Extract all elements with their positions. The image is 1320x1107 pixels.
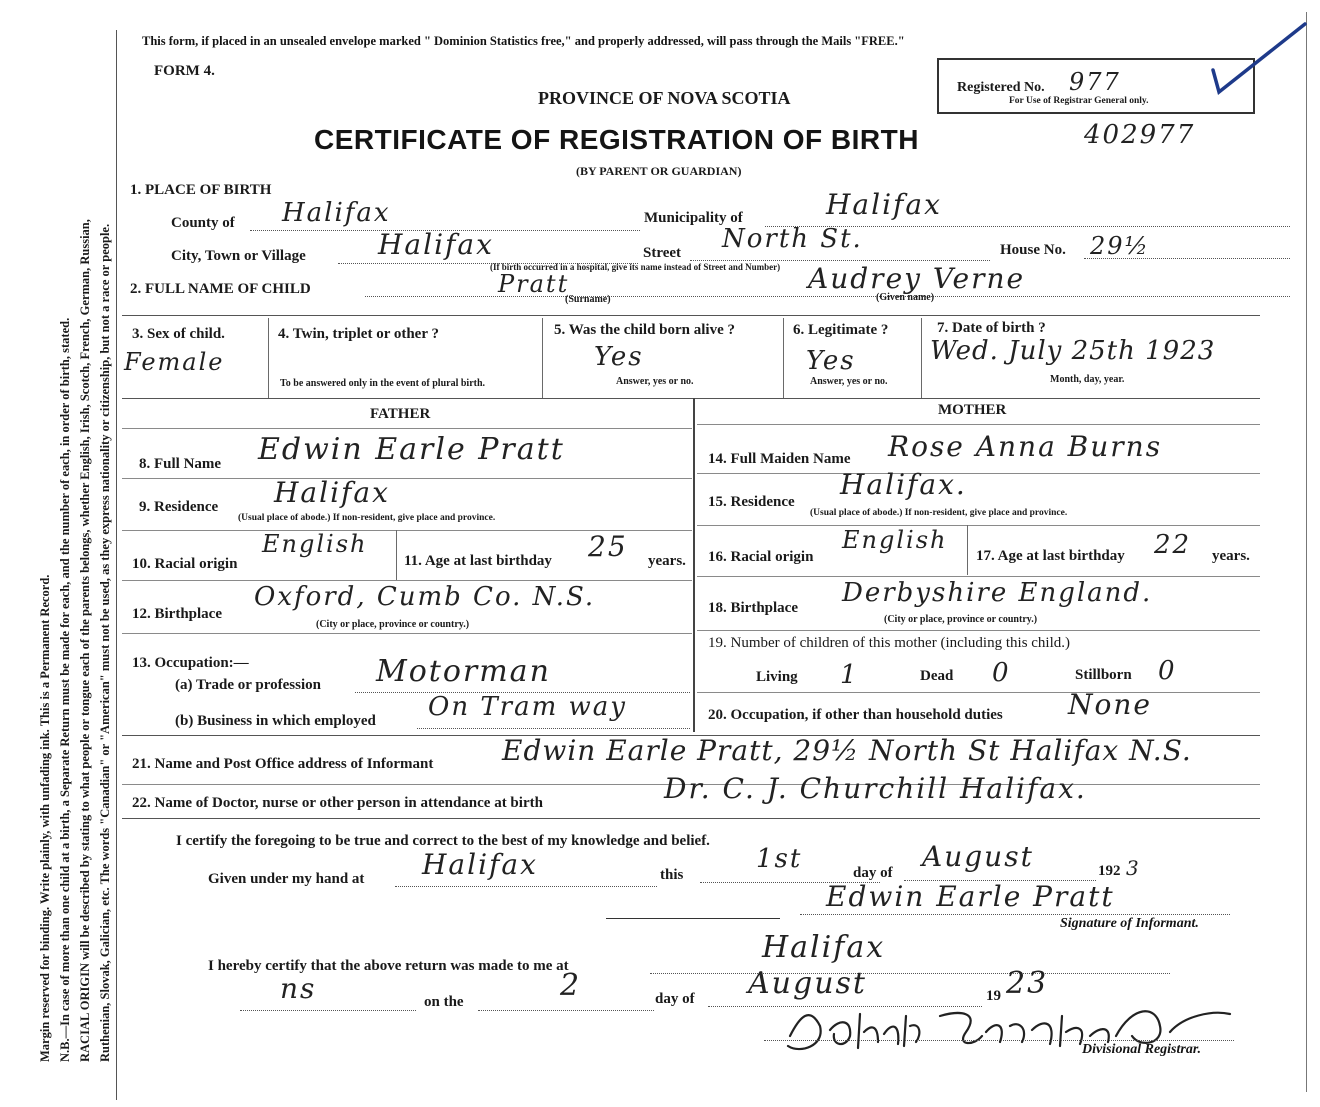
date-of-birth-label: 7. Date of birth ?: [937, 320, 1046, 336]
mother-race-value: English: [842, 526, 948, 554]
on-the-label: on the: [424, 994, 464, 1010]
sex-label: 3. Sex of child.: [132, 326, 225, 342]
return-year-prefix: 19: [986, 988, 1001, 1004]
right-edge-rule: [1306, 12, 1307, 1092]
informant-signature: Edwin Earle Pratt: [826, 880, 1115, 913]
margin-note-nationality: Ruthenian, Slovak, Galician, etc. The words "Canadian" or "American" must not be used, as they express nationality or citizenship, but not a race or people.: [98, 223, 112, 1062]
born-alive-value: Yes: [594, 342, 644, 372]
mother-years-label: years.: [1212, 548, 1250, 564]
father-birthplace-value: Oxford, Cumb Co. N.S.: [254, 582, 596, 612]
father-residence-note: (Usual place of abode.) If non-resident, give place and province.: [238, 513, 496, 523]
blank-signature-line: [606, 918, 780, 919]
mother-age-label: 17. Age at last birthday: [976, 548, 1125, 564]
informant-label: 21. Name and Post Office address of Informant: [132, 756, 434, 772]
given-year-value: 3: [1126, 856, 1141, 880]
surname-note: (Surname): [565, 294, 611, 305]
given-place-value: Halifax: [422, 848, 538, 881]
mother-name-value: Rose Anna Burns: [888, 430, 1163, 463]
return-year-value: 23: [1006, 966, 1049, 1001]
municipality-value: Halifax: [826, 188, 942, 221]
mother-residence-note: (Usual place of abode.) If non-resident, give place and province.: [810, 508, 1068, 518]
page-subtitle: (BY PARENT OR GUARDIAN): [576, 164, 742, 178]
children-stillborn-value: 0: [1158, 656, 1177, 686]
legitimate-value: Yes: [806, 346, 856, 376]
born-alive-note: Answer, yes or no.: [616, 376, 694, 387]
children-dead-label: Dead: [920, 668, 954, 684]
return-statement: I hereby certify that the above return was made to me at: [208, 958, 569, 974]
father-birthplace-label: 12. Birthplace: [132, 606, 222, 622]
mother-children-label: 19. Number of children of this mother (including this child.): [708, 635, 1071, 651]
date-of-birth-value: Wed. July 25th 1923: [930, 336, 1216, 366]
registrar-only-note: For Use of Registrar General only.: [1009, 96, 1149, 106]
given-day-value: 1st: [756, 844, 803, 874]
county-label: County of: [171, 215, 235, 231]
date-of-birth-note: Month, day, year.: [1050, 374, 1125, 385]
doctor-value: Dr. C. J. Churchill Halifax.: [664, 772, 1087, 805]
return-day-value: 2: [560, 968, 582, 1003]
twin-label: 4. Twin, triplet or other ?: [278, 326, 439, 342]
father-race-label: 10. Racial origin: [132, 556, 238, 572]
city-value: Halifax: [378, 228, 494, 261]
mother-birthplace-value: Derbyshire England.: [842, 578, 1153, 608]
margin-note-racial-origin: RACIAL ORIGIN will be described by stating to what people or tongue each of the parents belongs, whether English, Irish, Scotch, French, German, Russian,: [78, 219, 92, 1062]
street-label: Street: [643, 245, 682, 261]
father-residence-value: Halifax: [274, 476, 390, 509]
province-heading: PROVINCE OF NOVA SCOTIA: [538, 88, 791, 108]
mother-name-label: 14. Full Maiden Name: [708, 451, 851, 467]
return-province-prefix: ns: [280, 972, 317, 1005]
father-age-value: 25: [588, 530, 628, 563]
children-dead-value: 0: [992, 658, 1011, 688]
registered-number-value: 977: [1069, 68, 1121, 96]
born-alive-label: 5. Was the child born alive ?: [554, 322, 735, 338]
child-name-label: 2. FULL NAME OF CHILD: [130, 281, 311, 297]
father-birthplace-note: (City or place, province or country.): [316, 619, 470, 630]
father-race-value: English: [262, 530, 368, 558]
mother-birthplace-label: 18. Birthplace: [708, 600, 798, 616]
return-month-value: August: [748, 966, 867, 1001]
given-month-value: August: [922, 840, 1034, 873]
hospital-note: (If birth occurred in a hospital, give its name instead of Street and Number): [490, 262, 781, 272]
twin-note: To be answered only in the event of plural birth.: [280, 378, 486, 389]
this-label: this: [660, 867, 684, 883]
house-number-label: House No.: [1000, 242, 1066, 258]
sex-value: Female: [124, 348, 225, 376]
informant-signature-caption: Signature of Informant.: [1060, 916, 1199, 931]
certificate-number: 402977: [1084, 120, 1196, 150]
father-business-value: On Tram way: [428, 692, 627, 722]
day-of-label: day of: [853, 865, 893, 881]
father-occupation-label: 13. Occupation:—: [132, 655, 249, 671]
form-number: FORM 4.: [154, 63, 215, 79]
registrar-caption: Divisional Registrar.: [1082, 1042, 1202, 1057]
children-living-label: Living: [756, 669, 798, 685]
father-name-value: Edwin Earle Pratt: [258, 432, 565, 467]
mother-residence-label: 15. Residence: [708, 494, 795, 510]
informant-value: Edwin Earle Pratt, 29½ North St Halifax N.S.: [502, 734, 1192, 767]
municipality-label: Municipality of: [644, 210, 743, 226]
father-name-label: 8. Full Name: [139, 456, 222, 472]
certify-statement: I certify the foregoing to be true and correct to the best of my knowledge and belief.: [176, 833, 710, 849]
father-years-label: years.: [648, 553, 686, 569]
child-surname-value: Pratt: [498, 270, 570, 298]
margin-rule: [116, 30, 117, 1100]
place-of-birth-heading: 1. PLACE OF BIRTH: [130, 182, 272, 198]
mother-occupation-value: None: [1068, 688, 1152, 721]
parents-divider: [693, 398, 695, 732]
doctor-label: 22. Name of Doctor, nurse or other person in attendance at birth: [132, 795, 543, 811]
registered-number-label: Registered No.: [957, 80, 1045, 95]
margin-note-multiple-births: N.B.—In case of more than one child at a birth, a Separate Return must be made for each, and the number of each, in order of birth, stated.: [58, 317, 72, 1062]
county-value: Halifax: [282, 198, 391, 228]
mother-age-value: 22: [1154, 530, 1192, 560]
children-stillborn-label: Stillborn: [1075, 667, 1132, 683]
day-of-label-2: day of: [655, 991, 695, 1007]
page-title: CERTIFICATE OF REGISTRATION OF BIRTH: [314, 124, 919, 155]
house-number-value: 29½: [1090, 232, 1150, 260]
mother-occupation-label: 20. Occupation, if other than household duties: [708, 707, 1003, 723]
given-under-hand-label: Given under my hand at: [208, 871, 365, 887]
given-year-prefix: 192: [1098, 863, 1121, 879]
margin-note-binding: Margin reserved for binding. Write plainly, with unfading ink. This is a Permanent Record.: [38, 574, 52, 1062]
father-business-label: (b) Business in which employed: [175, 713, 376, 729]
street-value: North St.: [722, 224, 863, 254]
city-label: City, Town or Village: [171, 248, 306, 264]
father-heading: FATHER: [370, 406, 431, 422]
child-given-name-value: Audrey Verne: [808, 262, 1026, 295]
legitimate-label: 6. Legitimate ?: [793, 322, 889, 338]
mother-birthplace-note: (City or place, province or country.): [884, 614, 1038, 625]
checkmark-icon: [1205, 18, 1309, 96]
given-name-note: (Given name): [876, 292, 935, 303]
return-place-value: Halifax: [762, 930, 886, 965]
children-living-value: 1: [840, 660, 859, 690]
father-age-label: 11. Age at last birthday: [404, 553, 552, 569]
mother-residence-value: Halifax.: [840, 468, 967, 501]
father-trade-value: Motorman: [376, 654, 551, 689]
father-trade-label: (a) Trade or profession: [175, 677, 321, 693]
mailing-notice: This form, if placed in an unsealed envelope marked " Dominion Statistics free," and properly addressed, will pass through the Mails "FREE.": [142, 34, 905, 48]
father-residence-label: 9. Residence: [139, 499, 219, 515]
mother-race-label: 16. Racial origin: [708, 549, 814, 565]
legitimate-note: Answer, yes or no.: [810, 376, 888, 387]
mother-heading: MOTHER: [938, 402, 1007, 418]
